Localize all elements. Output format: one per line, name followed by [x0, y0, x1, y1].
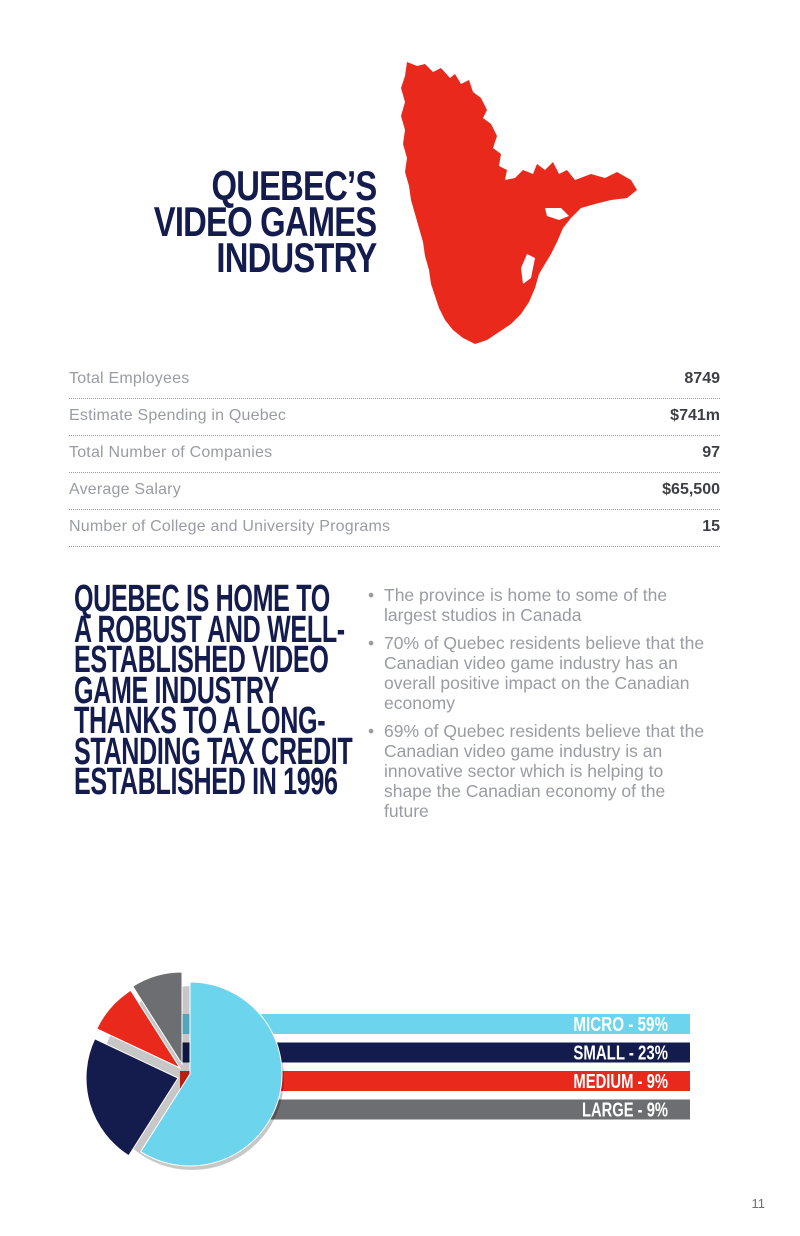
headline: [74, 578, 404, 803]
headline-line: THANKS TO A LONG-: [74, 700, 326, 742]
bullet-list: [368, 585, 708, 829]
stat-label: Average Salary: [69, 481, 181, 498]
title-line: VIDEO GAMES: [153, 198, 376, 245]
stats-table: [69, 362, 720, 547]
stat-value: 97: [702, 444, 720, 461]
headline-line: GAME INDUSTRY: [74, 669, 280, 712]
stat-label: Total Number of Companies: [69, 444, 273, 461]
bullet-item: [368, 585, 708, 625]
stat-row: [69, 473, 720, 510]
stat-value: $65,500: [662, 481, 720, 498]
headline-line: ESTABLISHED VIDEO: [74, 639, 329, 681]
stat-label: Number of College and University Programs: [69, 518, 391, 535]
bullet-dot-icon: •: [368, 585, 375, 605]
headline-line: A ROBUST AND WELL-: [74, 608, 345, 651]
bullet-dot-icon: •: [368, 721, 375, 741]
bullet-dot-icon: •: [368, 633, 375, 653]
stat-row: [69, 362, 720, 399]
bullet-item: [368, 633, 708, 713]
stat-row: [69, 436, 720, 473]
bullet-text: The province is home to some of the largest studios in Canada: [384, 585, 668, 625]
quebec-map-icon: [395, 58, 645, 348]
bar-label-micro: MICRO - 59%: [573, 1014, 669, 1036]
stat-value: $741m: [670, 407, 720, 424]
title-line: INDUSTRY: [216, 234, 376, 281]
headline-line: STANDING TAX CREDIT: [74, 730, 353, 773]
stat-value: 8749: [684, 370, 720, 387]
headline-line: QUEBEC IS HOME TO: [74, 578, 330, 620]
stat-label: Estimate Spending in Quebec: [69, 407, 287, 424]
stat-row: [69, 510, 720, 547]
stat-value: 15: [702, 518, 720, 535]
title-line: QUEBEC’S: [211, 162, 376, 209]
bar-label-large: LARGE - 9%: [582, 1099, 669, 1122]
headline-line: ESTABLISHED IN 1996: [74, 761, 338, 803]
stat-row: [69, 399, 720, 436]
page-number: 11: [751, 1196, 765, 1211]
bar-label-medium: MEDIUM - 9%: [573, 1071, 669, 1093]
page-title: [91, 162, 376, 281]
stat-label: Total Employees: [69, 370, 190, 387]
bullet-text: 69% of Quebec residents believe that the Canadian video game industry is an innovative sector which is helping to shape the Canadian economy of the future: [384, 721, 705, 821]
company-size-chart: [0, 960, 800, 1180]
bar-label-small: SMALL - 23%: [573, 1042, 669, 1065]
bullet-item: [368, 721, 708, 821]
bullet-text: 70% of Quebec residents believe that the Canadian video game industry has an overall positive impact on the Canadian economy: [384, 633, 705, 713]
